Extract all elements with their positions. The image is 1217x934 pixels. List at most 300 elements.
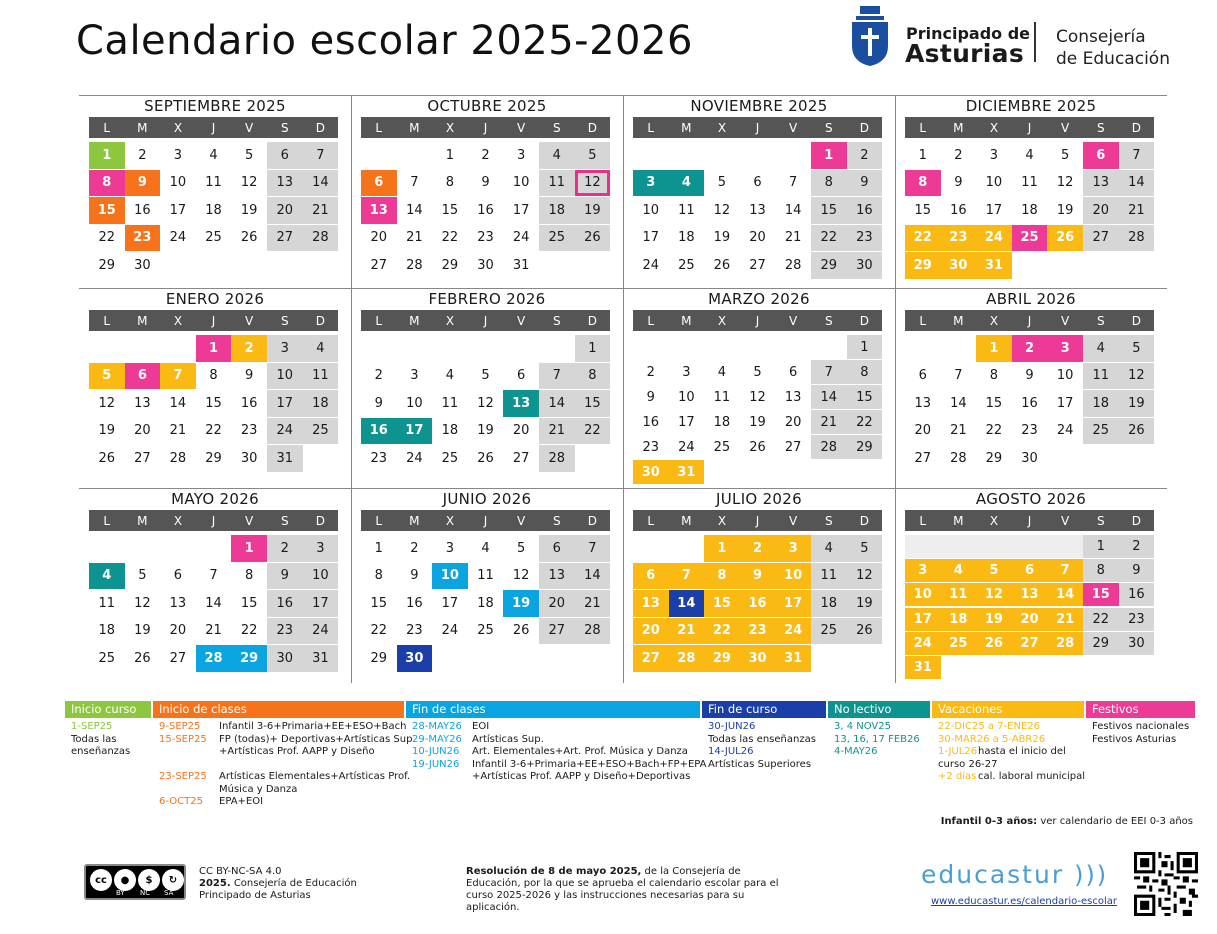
asturias-logo [850,6,1180,68]
day-cell: 18 [678,230,695,246]
day-cell: 7 [410,175,419,191]
day-cell: 30 [740,645,776,672]
day-cell: 22 [205,423,222,439]
day-cell: 27 [539,618,575,645]
day-cell: 1 [445,147,455,163]
day-cell: 27 [749,257,766,273]
day-cell: 14 [303,170,339,197]
legend-row [702,734,826,747]
day-cell: 11 [477,568,494,584]
day-cell: 28 [575,618,611,645]
month-name: MAYO 2026 [171,490,259,508]
day-cell: 14 [539,390,575,417]
day-cell: 21 [950,423,967,439]
weekday-header: S [1083,310,1119,331]
day-cell: 21 [303,197,339,224]
day-cell: 19 [976,608,1012,631]
legend-date: 1-SEP25 [71,721,113,732]
day-cell: 10 [406,395,423,411]
legend-text: Todas las enseñanzas [708,733,816,745]
legend-row [828,721,930,734]
day-cell: 1 [811,142,847,169]
day-cell: 11 [941,583,977,606]
day-cell: 15 [370,595,388,611]
day-cell: 24 [678,439,695,455]
day-cell: 27 [914,450,932,466]
day-cell: 1 [918,147,927,163]
day-cell: 17 [678,414,695,430]
month-name: MARZO 2026 [708,290,810,308]
day-cell: 29 [704,645,740,672]
day-cell: 9 [847,170,883,197]
day-cell: 16 [406,595,423,611]
day-cell: 7 [669,563,705,590]
day-cell: 6 [1012,559,1048,582]
day-cell: 1 [196,335,232,362]
month-block [895,488,1167,683]
day-cell: 31 [905,656,941,679]
legend-header: Fin de clases [406,701,700,718]
day-cell: 7 [954,368,963,384]
day-cell: 25 [1083,418,1119,445]
day-cell: 14 [205,595,222,611]
day-cell: 28 [406,257,423,273]
signal-icon: ))) [1074,861,1109,889]
day-cell: 8 [905,170,941,197]
day-cell: 12 [134,595,151,611]
weekday-header: V [231,117,267,138]
day-cell: 8 [1083,559,1119,582]
day-cell: 9 [374,395,383,411]
day-cell: 12 [1056,175,1074,191]
legend-text: Todas las [71,733,117,745]
day-cell: 13 [539,563,575,590]
legend-row [153,784,404,797]
day-cell: 1 [1083,535,1119,558]
day-cell: 6 [753,175,762,191]
weekday-header: V [775,117,811,138]
day-cell: 29 [905,252,941,279]
day-cell: 23 [240,423,258,439]
day-cell: 11 [1021,175,1038,191]
logo-line-3: Consejería [1056,27,1146,47]
nc-icon: $ [138,869,160,891]
weekday-header: L [361,510,397,531]
educastur-link[interactable]: www.educastur.es/calendario-escolar [931,896,1118,907]
day-cell: 27 [512,450,530,466]
weekday-header: M [125,310,161,331]
weekday-header: J [1012,310,1048,331]
day-cell: 16 [740,590,776,617]
weekday-header: S [811,117,847,138]
infant-note [941,816,1193,827]
legend-text: hasta el inicio del [978,746,1066,757]
day-cell: 14 [169,395,187,411]
day-cell: 23 [370,450,388,466]
day-cell: 16 [950,202,967,218]
day-cell: 17 [642,230,660,246]
day-cell: 23 [642,439,660,455]
weekday-header: X [432,510,468,531]
month-name: FEBRERO 2026 [428,290,546,308]
day-cell: 15 [575,390,611,417]
day-cell: 6 [517,368,526,384]
day-cell: 11 [539,170,575,197]
month-name: JUNIO 2026 [442,490,532,508]
day-cell: 10 [267,363,303,390]
day-cell: 2 [267,535,303,562]
day-cell: 24 [642,257,660,273]
day-cell: 4 [669,170,705,197]
day-cell: 27 [633,645,669,672]
weekday-header: V [775,510,811,531]
legend-text: Artísticas Elementales+Artísticas Prof. [219,771,411,782]
day-cell: 12 [477,395,494,411]
legend-date: 15-SEP25 [159,733,207,745]
day-cell: 22 [370,623,388,639]
legend-text: curso 26-27 [938,758,998,770]
day-cell: 10 [985,175,1003,191]
weekday-header: D [303,117,339,138]
weekday-header: D [303,310,339,331]
day-cell: 16 [361,418,397,445]
legend-row [153,771,411,784]
cc-line-1: CC BY-NC-SA 4.0 [199,866,282,877]
day-cell: 30 [267,645,303,672]
day-cell: 12 [98,395,116,411]
day-cell: 8 [704,563,740,590]
legend-row [932,721,1084,734]
day-cell: 17 [267,390,303,417]
day-cell: 6 [173,568,183,584]
legend-date: 3, 4 NOV25 [834,721,892,732]
weekday-header: D [1119,310,1155,331]
day-cell: 17 [1056,395,1074,411]
qr-code-icon[interactable] [1134,852,1198,916]
weekday-header: S [267,510,303,531]
weekday-header: X [704,117,740,138]
weekday-header: V [503,310,539,331]
weekday-header: D [1119,510,1155,531]
logo-consejeria [1056,26,1170,70]
day-cell: 26 [1047,225,1083,252]
legend-row [153,796,404,809]
day-cell: 4 [539,142,575,169]
month-block [895,288,1167,483]
month-block [351,95,623,290]
day-cell: 20 [914,423,932,439]
day-cell: 8 [445,175,455,191]
day-cell: 21 [406,230,423,246]
day-cell: 20 [169,623,187,639]
weekday-header: J [196,310,232,331]
day-cell: 22 [575,418,611,445]
calendar-grid [79,95,1167,683]
day-cell: 20 [267,197,303,224]
day-cell: 12 [847,563,883,590]
legend-date: 13, 16, 17 FEB26 [834,733,920,745]
day-cell: 19 [134,623,151,639]
day-cell: 25 [98,650,116,666]
day-cell: 1 [704,535,740,562]
day-cell: 29 [847,435,883,459]
weekday-header: S [267,117,303,138]
legend-group [65,701,151,759]
day-cell: 14 [811,385,847,409]
day-cell: 2 [740,535,776,562]
legend-text: enseñanzas [71,746,131,757]
legend-text: +Artísticas Prof. AAPP y Diseño [219,746,375,757]
weekday-header: L [905,510,941,531]
day-cell: 8 [209,368,218,384]
day-cell: 1 [231,535,267,562]
day-cell: 19 [575,197,611,224]
legend-text: EOI [472,721,490,732]
infant-note-bold: Infantil 0-3 años: [940,816,1038,827]
day-cell: 2 [374,368,383,384]
weekday-header: S [1083,117,1119,138]
day-cell: 7 [1119,142,1155,169]
month-name: AGOSTO 2026 [975,490,1087,508]
day-cell: 4 [1025,147,1034,163]
legend-row [1086,734,1195,747]
month-name: JULIO 2026 [716,490,802,508]
day-cell: 8 [89,170,125,197]
day-cell: 25 [811,618,847,645]
day-cell: 15 [205,395,222,411]
day-cell: 24 [905,632,941,655]
day-cell: 30 [397,645,433,672]
day-cell: 7 [303,142,339,169]
day-cell: 1 [374,540,383,556]
day-cell: 26 [477,450,494,466]
day-cell: 30 [847,252,883,279]
weekday-header: V [1047,310,1083,331]
day-cell: 12 [749,389,766,405]
day-cell: 9 [267,563,303,590]
resolution-bold: Resolución de 8 de mayo 2025, [466,866,642,877]
legend-date: 19-JUN26 [412,758,460,770]
day-cell: 28 [1119,225,1155,252]
day-cell: 13 [361,197,397,224]
day-cell: 26 [240,230,258,246]
day-cell: 9 [410,568,419,584]
day-cell: 6 [918,368,927,384]
day-cell: 14 [669,590,705,617]
day-cell: 20 [539,590,575,617]
day-cell: 12 [575,170,611,197]
day-cell: 10 [432,563,468,590]
weekday-header: D [847,117,883,138]
day-cell: 6 [125,363,161,390]
weekday-header: S [811,310,847,331]
day-cell: 21 [575,590,611,617]
day-cell: 19 [1056,202,1074,218]
day-cell: 23 [847,225,883,252]
day-cell: 9 [740,563,776,590]
weekday-header: M [669,310,705,331]
day-cell: 9 [954,175,963,191]
day-cell: 21 [1119,197,1155,224]
day-cell: 29 [1083,632,1119,655]
day-cell: 10 [1056,368,1074,384]
legend-header: Inicio curso [65,701,151,718]
day-cell: 22 [98,230,116,246]
legend-date: 1-JUL26 [938,746,978,757]
day-cell: 9 [1025,368,1034,384]
day-cell: 13 [1083,170,1119,197]
weekday-header: X [976,310,1012,331]
legend-group [702,701,826,771]
day-cell: 16 [1021,395,1038,411]
cc-icon: cc [90,869,112,891]
day-cell: 25 [441,450,459,466]
legend-row [406,721,700,734]
day-cell: 28 [1047,632,1083,655]
day-cell: 29 [370,650,388,666]
weekday-header: L [633,310,669,331]
day-cell: 23 [740,618,776,645]
weekday-header: L [89,510,125,531]
legend-row [828,746,930,759]
legend-row [153,759,404,772]
day-cell: 2 [1012,335,1048,362]
day-cell: 8 [245,568,254,584]
weekday-header: X [704,310,740,331]
day-cell: 30 [477,257,494,273]
month-name: OCTUBRE 2025 [427,97,547,115]
day-cell: 19 [1119,390,1155,417]
day-cell: 3 [989,147,999,163]
day-cell: 26 [575,225,611,252]
day-cell: 16 [847,197,883,224]
day-cell: 4 [89,563,125,590]
infant-note-text: ver calendario de EEI 0-3 años [1040,816,1193,827]
day-cell: 4 [811,535,847,562]
day-cell: 9 [245,368,254,384]
weekday-header: D [847,510,883,531]
day-cell: 19 [240,202,258,218]
weekday-header: M [669,117,705,138]
day-cell: 20 [784,414,802,430]
weekday-header: D [575,510,611,531]
day-cell: 10 [775,563,811,590]
day-cell: 14 [950,395,967,411]
day-cell: 24 [169,230,187,246]
weekday-header: X [976,117,1012,138]
day-cell: 10 [678,389,695,405]
day-cell: 25 [303,418,339,445]
day-cell: 19 [749,414,766,430]
day-cell: 27 [1012,632,1048,655]
day-cell: 17 [775,590,811,617]
weekday-header: J [1012,510,1048,531]
day-cell: 21 [205,623,222,639]
day-cell: 28 [784,257,802,273]
day-cell: 21 [784,230,802,246]
day-cell: 20 [749,230,766,246]
weekday-header: M [397,310,433,331]
day-cell: 3 [633,170,669,197]
weekday-header: M [669,510,705,531]
day-cell: 15 [914,202,932,218]
day-cell: 11 [205,175,222,191]
day-cell: 20 [370,230,388,246]
legend-row [65,746,151,759]
day-cell: 19 [98,423,116,439]
day-cell: 15 [240,595,258,611]
legend-header: No lectivo [828,701,930,718]
day-cell: 4 [209,147,218,163]
day-cell: 14 [1047,583,1083,606]
day-cell: 17 [397,418,433,445]
day-cell: 15 [847,385,883,409]
day-cell: 26 [512,623,530,639]
weekday-header: L [361,310,397,331]
asturias-shield-icon [850,6,890,66]
legend-date: 30-MAR26 a 5-ABR26 [938,733,1046,745]
day-cell: 5 [847,535,883,562]
month-block [623,288,895,483]
legend-row [406,758,707,772]
day-cell: 13 [134,395,151,411]
day-cell: 1 [575,335,611,362]
day-cell: 24 [775,618,811,645]
weekday-header: M [125,510,161,531]
day-cell: 24 [512,230,530,246]
day-cell: 2 [231,335,267,362]
weekday-header: D [1119,117,1155,138]
legend-text: Artísticas Superiores [708,758,812,770]
day-cell: 6 [267,142,303,169]
day-cell: 30 [240,450,258,466]
day-cell: 18 [441,423,459,439]
day-cell: 14 [406,202,423,218]
weekday-header: D [847,310,883,331]
weekday-header: D [303,510,339,531]
legend-text: Art. Elementales+Art. Prof. Música y Danza [472,746,688,757]
legend-row [932,734,1084,747]
day-cell: 18 [1083,390,1119,417]
day-cell: 22 [847,410,883,434]
weekday-header: X [432,310,468,331]
day-cell: 11 [713,389,731,405]
day-cell: 13 [914,395,932,411]
day-cell: 2 [410,540,419,556]
day-cell: 27 [370,257,388,273]
day-cell: 13 [267,170,303,197]
day-cell: 8 [575,363,611,390]
day-cell: 12 [1119,363,1155,390]
weekday-header: M [941,117,977,138]
weekday-header: V [1047,510,1083,531]
day-cell: 28 [169,450,187,466]
day-cell: 10 [905,583,941,606]
day-cell: 5 [1061,147,1070,163]
day-cell: 18 [477,595,494,611]
legend-date: 23-SEP25 [159,771,207,782]
day-cell: 7 [1047,559,1083,582]
day-cell: 23 [1021,423,1038,439]
weekday-header: X [160,310,196,331]
day-cell: 29 [205,450,222,466]
month-block [895,95,1167,290]
day-cell: 4 [481,540,490,556]
day-cell: 25 [678,257,695,273]
day-cell: 17 [985,202,1003,218]
day-cell: 22 [240,623,258,639]
day-cell: 15 [811,197,847,224]
